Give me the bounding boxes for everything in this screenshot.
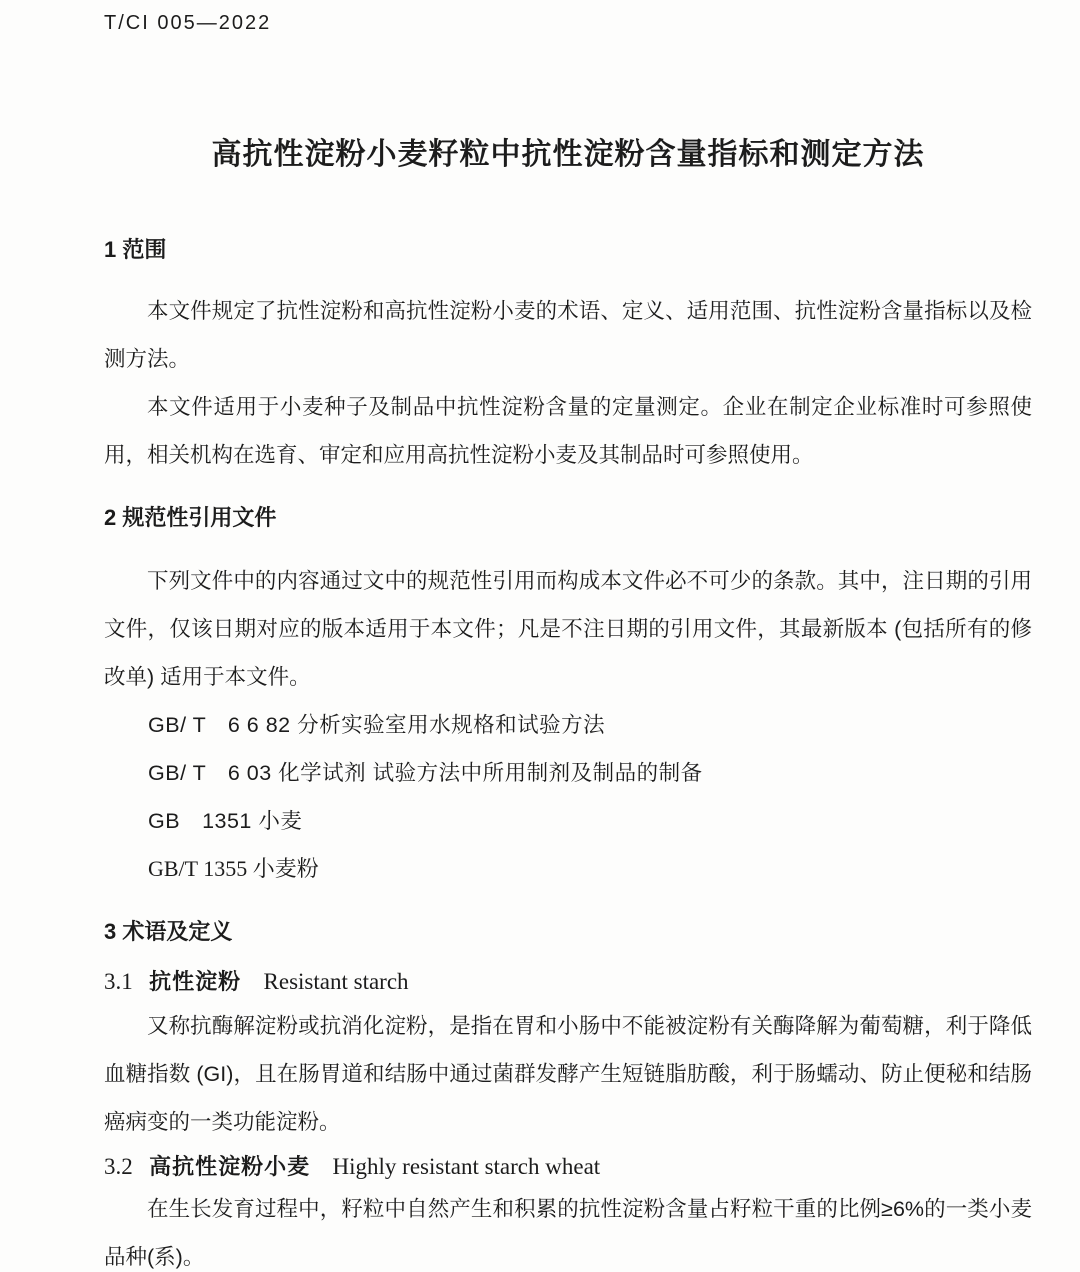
term-name-en: Highly resistant starch wheat (332, 1154, 601, 1179)
term-number: 3.1 (104, 969, 133, 994)
term-number: 3.2 (104, 1154, 133, 1179)
paragraph: 下列文件中的内容通过文中的规范性引用而构成本文件必不可少的条款。其中，注日期的引用文件，仅该日期对应的版本适用于本文件；凡是不注日期的引用文件，其最新版本 (包括所有的修改单) 适用于本文件。 (104, 569, 1032, 689)
reference-line: GB/ T 6 6 82 分析实验室用水规格和试验方法 (148, 713, 606, 737)
term-heading (104, 1150, 1032, 1183)
reference-line: GB/ T 6 03 化学试剂 试验方法中所用制剂及制品的制备 (148, 761, 703, 785)
term-definition: 又称抗酶解淀粉或抗消化淀粉，是指在胃和小肠中不能被淀粉有关酶降解为葡萄糖，利于降低血糖指数 (GI)，且在肠胃道和结肠中通过菌群发酵产生短链脂肪酸，利于肠蠕动、防止便秘和结肠癌病变的一类功能淀粉。 (104, 1014, 1032, 1134)
reference-line: GB 1351 小麦 (148, 809, 303, 833)
paragraph: 本文件规定了抗性淀粉和高抗性淀粉小麦的术语、定义、适用范围、抗性淀粉含量指标以及检测方法。 (104, 299, 1032, 371)
doc-code: T/CI 005—2022 (104, 12, 272, 34)
section-heading-terms-definitions: 3 术语及定义 (104, 919, 233, 944)
section-heading-normative-references: 2 规范性引用文件 (104, 505, 277, 530)
term-name-zh: 高抗性淀粉小麦 (149, 1154, 311, 1179)
term-name-en: Resistant starch (263, 969, 409, 994)
reference-line: GB/T 1355 小麦粉 (148, 856, 319, 881)
reference-list (104, 701, 1032, 893)
doc-title: 高抗性淀粉小麦籽粒中抗性淀粉含量指标和测定方法 (211, 138, 925, 171)
term-definition: 在生长发育过程中，籽粒中自然产生和积累的抗性淀粉含量占籽粒干重的比例≥6%的一类小麦品种(系)。 (104, 1197, 1032, 1269)
paragraph: 本文件适用于小麦种子及制品中抗性淀粉含量的定量测定。企业在制定企业标准时可参照使用，相关机构在选育、审定和应用高抗性淀粉小麦及其制品时可参照使用。 (104, 395, 1032, 467)
term-name-zh: 抗性淀粉 (149, 969, 242, 994)
section-heading-scope: 1 范围 (104, 237, 167, 262)
term-heading (104, 965, 1032, 998)
